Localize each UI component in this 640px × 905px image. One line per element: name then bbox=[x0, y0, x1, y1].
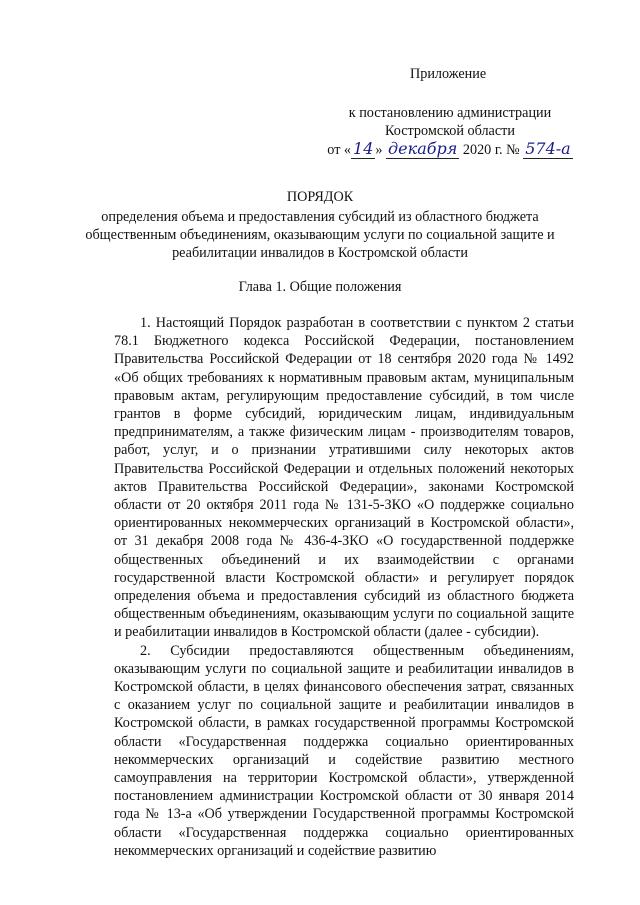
decree-reference bbox=[300, 104, 600, 159]
appendix-label: Приложение bbox=[410, 66, 487, 82]
date-prefix: от « bbox=[327, 142, 352, 158]
chapter-heading: Глава 1. Общие положения bbox=[238, 279, 402, 295]
decree-line-1: к постановлению администрации bbox=[348, 105, 552, 121]
date-month-handwritten: декабря bbox=[388, 139, 458, 158]
date-year: 2020 г. № bbox=[462, 142, 520, 158]
decree-number-handwritten: 574-а bbox=[525, 139, 571, 158]
date-mid: » bbox=[375, 142, 383, 158]
document-subtitle: определения объема и предоставления субсидий из областного бюджета общественным объединениям, оказывающим услуги по социальной защите и реабилитации инвалидов в Костромской области bbox=[85, 209, 555, 261]
body-text bbox=[114, 314, 574, 860]
paragraph-2: 2. Субсидии предоставляются общественным объединениям, оказывающим услуги по социальной защите и реабилитации инвалидов в Костромской области, в целях финансового обеспечения затрат, связанных с оказанием услуг по социальной защите и реабилитации инвалидов в Костромской области, в рамках государственной программы Костромской области «Государственная поддержка социально ориентированных некоммерческих организаций и содействие развитию местного самоуправления на территории Костромской области», утвержденной постановлением администрации Костромской области от 30 января 2014 года № 13-а «Об утверждении Государственной программы Костромской области «Государственная поддержка социально ориентированных некоммерческих организаций и содействие развитию bbox=[114, 642, 574, 859]
decree-line-2: Костромской области bbox=[385, 123, 515, 139]
date-day-handwritten: 14 bbox=[353, 139, 374, 158]
paragraph-1: 1. Настоящий Порядок разработан в соответствии с пунктом 2 статьи 78.1 Бюджетного кодекса Российской Федерации, постановлением Правительства Российской Федерации от 18 сентября 2020 года № 1492 «Об общих требованиях к нормативным правовым актам, муниципальным правовым актам, регулирующим предоставление субсидий, в том числе грантов в форме субсидий, юридическим лицам, индивидуальным предпринимателям, а также физическим лицам - производителям товаров, работ, услуг, и о признании утратившими силу некоторых актов Правительства Российской Федерации и отдельных положений некоторых актов Правительства Российской Федерации», законами Костромской области от 20 октября 2011 года № 131-5-ЗКО «О поддержке социально ориентированных некоммерческих организаций в Костромской области», от 31 декабря 2008 года № 436-4-ЗКО «О государственной поддержке общественных объединений и их взаимодействии с органами государственной власти Костромской области» и регулирует порядок определения объема и предоставления субсидий из областного бюджета общественным объединениям, оказывающим услуги по социальной защите и реабилитации инвалидов в Костромской области (далее - субсидии). bbox=[114, 315, 574, 641]
decree-date-line bbox=[300, 140, 600, 159]
document-title: ПОРЯДОК bbox=[286, 189, 354, 205]
